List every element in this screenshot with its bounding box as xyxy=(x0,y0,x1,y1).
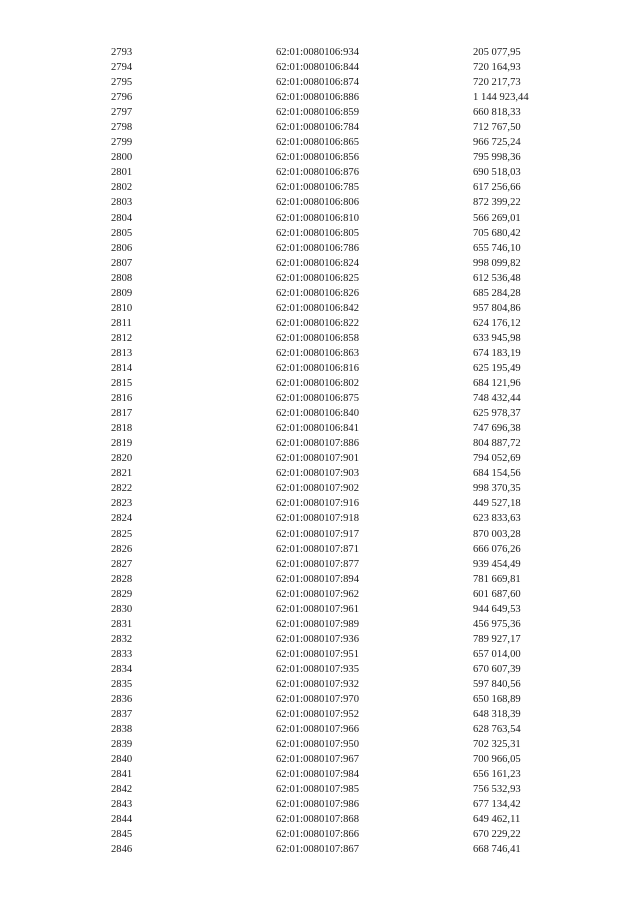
row-number-cell: 2811 xyxy=(111,317,132,329)
cadastral-number-cell: 62:01:0080107:984 xyxy=(276,769,359,781)
cadastral-value-cell: 657 014,00 xyxy=(473,648,521,660)
cadastral-number-cell: 62:01:0080106:858 xyxy=(276,332,359,344)
table-row xyxy=(0,527,640,542)
row-number-cell: 2830 xyxy=(111,603,133,615)
table-row xyxy=(0,602,640,617)
row-number-cell: 2805 xyxy=(111,227,133,239)
row-number-cell: 2806 xyxy=(111,242,133,254)
table-row xyxy=(0,496,640,511)
cadastral-value-cell: 674 183,19 xyxy=(473,347,521,359)
cadastral-value-cell: 870 003,28 xyxy=(473,528,521,540)
table-row xyxy=(0,662,640,677)
table-row xyxy=(0,165,640,180)
cadastral-number-cell: 62:01:0080106:816 xyxy=(276,362,359,374)
cadastral-value-cell: 655 746,10 xyxy=(473,242,521,254)
row-number-cell: 2835 xyxy=(111,678,133,690)
table-row xyxy=(0,436,640,451)
cadastral-number-cell: 62:01:0080107:866 xyxy=(276,829,359,841)
cadastral-value-cell: 684 121,96 xyxy=(473,378,521,390)
row-number-cell: 2815 xyxy=(111,378,133,390)
row-number-cell: 2809 xyxy=(111,287,133,299)
cadastral-number-cell: 62:01:0080107:886 xyxy=(276,438,359,450)
table-row xyxy=(0,542,640,557)
cadastral-value-cell: 720 164,93 xyxy=(473,62,521,74)
cadastral-value-cell: 205 077,95 xyxy=(473,47,521,58)
row-number-cell: 2826 xyxy=(111,543,133,555)
row-number-cell: 2795 xyxy=(111,77,133,89)
cadastral-value-cell: 666 076,26 xyxy=(473,543,521,555)
table-row xyxy=(0,406,640,421)
cadastral-number-cell: 62:01:0080106:806 xyxy=(276,197,359,209)
cadastral-value-table xyxy=(0,45,640,858)
row-number-cell: 2818 xyxy=(111,423,133,435)
cadastral-number-cell: 62:01:0080106:863 xyxy=(276,347,359,359)
row-number-cell: 2845 xyxy=(111,829,133,841)
cadastral-value-cell: 685 284,28 xyxy=(473,287,521,299)
cadastral-value-cell: 566 269,01 xyxy=(473,212,521,224)
table-row xyxy=(0,90,640,105)
cadastral-number-cell: 62:01:0080107:936 xyxy=(276,633,359,645)
cadastral-number-cell: 62:01:0080106:859 xyxy=(276,107,359,119)
row-number-cell: 2799 xyxy=(111,137,133,149)
cadastral-number-cell: 62:01:0080106:786 xyxy=(276,242,359,254)
table-row xyxy=(0,376,640,391)
row-number-cell: 2803 xyxy=(111,197,133,209)
table-row xyxy=(0,451,640,466)
row-number-cell: 2842 xyxy=(111,784,133,796)
cadastral-number-cell: 62:01:0080106:874 xyxy=(276,77,359,89)
cadastral-value-cell: 1 144 923,44 xyxy=(473,92,529,104)
cadastral-value-cell: 670 607,39 xyxy=(473,663,521,675)
table-row xyxy=(0,286,640,301)
row-number-cell: 2798 xyxy=(111,122,133,134)
cadastral-value-cell: 748 432,44 xyxy=(473,393,521,405)
cadastral-number-cell: 62:01:0080107:902 xyxy=(276,483,359,495)
cadastral-value-cell: 998 370,35 xyxy=(473,483,521,495)
cadastral-number-cell: 62:01:0080106:841 xyxy=(276,423,359,435)
cadastral-number-cell: 62:01:0080106:856 xyxy=(276,152,359,164)
cadastral-value-cell: 660 818,33 xyxy=(473,107,521,119)
cadastral-number-cell: 62:01:0080106:785 xyxy=(276,182,359,194)
cadastral-value-cell: 756 532,93 xyxy=(473,784,521,796)
table-row xyxy=(0,256,640,271)
cadastral-value-cell: 998 099,82 xyxy=(473,257,521,269)
table-row xyxy=(0,120,640,135)
row-number-cell: 2801 xyxy=(111,167,133,179)
cadastral-value-cell: 456 975,36 xyxy=(473,618,521,630)
row-number-cell: 2841 xyxy=(111,769,133,781)
cadastral-value-cell: 617 256,66 xyxy=(473,182,521,194)
table-row xyxy=(0,105,640,120)
cadastral-number-cell: 62:01:0080106:826 xyxy=(276,287,359,299)
table-row xyxy=(0,135,640,150)
cadastral-number-cell: 62:01:0080107:961 xyxy=(276,603,359,615)
row-number-cell: 2812 xyxy=(111,332,133,344)
cadastral-number-cell: 62:01:0080106:865 xyxy=(276,137,359,149)
cadastral-value-cell: 720 217,73 xyxy=(473,77,521,89)
row-number-cell: 2827 xyxy=(111,558,133,570)
cadastral-value-cell: 966 725,24 xyxy=(473,137,521,149)
table-row xyxy=(0,271,640,286)
row-number-cell: 2819 xyxy=(111,438,133,450)
row-number-cell: 2839 xyxy=(111,739,133,751)
cadastral-value-cell: 795 998,36 xyxy=(473,152,521,164)
row-number-cell: 2821 xyxy=(111,468,133,480)
cadastral-value-cell: 712 767,50 xyxy=(473,122,521,134)
cadastral-value-cell: 625 195,49 xyxy=(473,362,521,374)
row-number-cell: 2844 xyxy=(111,814,133,826)
cadastral-value-cell: 449 527,18 xyxy=(473,498,521,510)
cadastral-number-cell: 62:01:0080107:986 xyxy=(276,799,359,811)
table-row xyxy=(0,587,640,602)
cadastral-value-cell: 624 176,12 xyxy=(473,317,521,329)
cadastral-number-cell: 62:01:0080107:970 xyxy=(276,694,359,706)
row-number-cell: 2834 xyxy=(111,663,133,675)
cadastral-number-cell: 62:01:0080107:903 xyxy=(276,468,359,480)
row-number-cell: 2836 xyxy=(111,694,133,706)
table-row xyxy=(0,752,640,767)
cadastral-value-cell: 625 978,37 xyxy=(473,408,521,420)
cadastral-value-cell: 690 518,03 xyxy=(473,167,521,179)
row-number-cell: 2838 xyxy=(111,724,133,736)
table-row xyxy=(0,391,640,406)
row-number-cell: 2808 xyxy=(111,272,133,284)
cadastral-number-cell: 62:01:0080107:985 xyxy=(276,784,359,796)
table-row xyxy=(0,316,640,331)
row-number-cell: 2800 xyxy=(111,152,133,164)
cadastral-number-cell: 62:01:0080107:917 xyxy=(276,528,359,540)
table-row xyxy=(0,60,640,75)
cadastral-number-cell: 62:01:0080107:867 xyxy=(276,844,359,856)
cadastral-value-cell: 684 154,56 xyxy=(473,468,521,480)
cadastral-number-cell: 62:01:0080107:868 xyxy=(276,814,359,826)
cadastral-value-cell: 944 649,53 xyxy=(473,603,521,615)
row-number-cell: 2794 xyxy=(111,62,133,74)
table-row xyxy=(0,346,640,361)
row-number-cell: 2813 xyxy=(111,347,133,359)
cadastral-value-cell: 702 325,31 xyxy=(473,739,521,751)
table-row xyxy=(0,797,640,812)
cadastral-value-cell: 677 134,42 xyxy=(473,799,521,811)
cadastral-value-cell: 633 945,98 xyxy=(473,332,521,344)
cadastral-number-cell: 62:01:0080107:962 xyxy=(276,588,359,600)
cadastral-number-cell: 62:01:0080106:805 xyxy=(276,227,359,239)
cadastral-number-cell: 62:01:0080106:886 xyxy=(276,92,359,104)
cadastral-number-cell: 62:01:0080106:822 xyxy=(276,317,359,329)
cadastral-value-cell: 597 840,56 xyxy=(473,678,521,690)
table-row xyxy=(0,647,640,662)
row-number-cell: 2846 xyxy=(111,844,133,856)
cadastral-value-cell: 939 454,49 xyxy=(473,558,521,570)
cadastral-value-cell: 957 804,86 xyxy=(473,302,521,314)
row-number-cell: 2814 xyxy=(111,362,133,374)
cadastral-number-cell: 62:01:0080106:840 xyxy=(276,408,359,420)
table-row xyxy=(0,827,640,842)
cadastral-value-cell: 747 696,38 xyxy=(473,423,521,435)
row-number-cell: 2822 xyxy=(111,483,133,495)
cadastral-number-cell: 62:01:0080106:876 xyxy=(276,167,359,179)
cadastral-value-cell: 649 462,11 xyxy=(473,814,521,826)
table-row xyxy=(0,737,640,752)
cadastral-number-cell: 62:01:0080106:842 xyxy=(276,302,359,314)
cadastral-value-cell: 628 763,54 xyxy=(473,724,521,736)
table-row xyxy=(0,421,640,436)
table-row xyxy=(0,677,640,692)
cadastral-number-cell: 62:01:0080107:989 xyxy=(276,618,359,630)
table-row xyxy=(0,812,640,827)
cadastral-number-cell: 62:01:0080107:918 xyxy=(276,513,359,525)
cadastral-number-cell: 62:01:0080107:951 xyxy=(276,648,359,660)
row-number-cell: 2828 xyxy=(111,573,133,585)
table-row xyxy=(0,707,640,722)
row-number-cell: 2825 xyxy=(111,528,133,540)
table-row xyxy=(0,195,640,210)
row-number-cell: 2824 xyxy=(111,513,133,525)
table-row xyxy=(0,511,640,526)
cadastral-value-cell: 668 746,41 xyxy=(473,844,521,856)
row-number-cell: 2817 xyxy=(111,408,133,420)
row-number-cell: 2833 xyxy=(111,648,133,660)
cadastral-value-cell: 804 887,72 xyxy=(473,438,521,450)
cadastral-value-cell: 794 052,69 xyxy=(473,453,521,465)
row-number-cell: 2797 xyxy=(111,107,133,119)
row-number-cell: 2796 xyxy=(111,92,133,104)
cadastral-value-cell: 601 687,60 xyxy=(473,588,521,600)
cadastral-number-cell: 62:01:0080106:875 xyxy=(276,393,359,405)
row-number-cell: 2840 xyxy=(111,754,133,766)
table-row xyxy=(0,301,640,316)
table-row xyxy=(0,722,640,737)
cadastral-value-cell: 670 229,22 xyxy=(473,829,521,841)
cadastral-value-cell: 789 927,17 xyxy=(473,633,521,645)
row-number-cell: 2831 xyxy=(111,618,133,630)
cadastral-value-cell: 623 833,63 xyxy=(473,513,521,525)
cadastral-value-cell: 700 966,05 xyxy=(473,754,521,766)
row-number-cell: 2832 xyxy=(111,633,133,645)
table-row xyxy=(0,767,640,782)
table-row xyxy=(0,557,640,572)
cadastral-value-cell: 781 669,81 xyxy=(473,573,521,585)
cadastral-number-cell: 62:01:0080107:901 xyxy=(276,453,359,465)
table-row xyxy=(0,45,640,60)
table-row xyxy=(0,692,640,707)
table-row xyxy=(0,75,640,90)
cadastral-number-cell: 62:01:0080107:950 xyxy=(276,739,359,751)
table-row xyxy=(0,180,640,195)
table-row xyxy=(0,211,640,226)
cadastral-number-cell: 62:01:0080107:871 xyxy=(276,543,359,555)
row-number-cell: 2793 xyxy=(111,47,133,58)
cadastral-number-cell: 62:01:0080107:877 xyxy=(276,558,359,570)
table-row xyxy=(0,572,640,587)
cadastral-number-cell: 62:01:0080106:934 xyxy=(276,47,359,58)
cadastral-value-cell: 612 536,48 xyxy=(473,272,521,284)
table-row xyxy=(0,782,640,797)
cadastral-number-cell: 62:01:0080107:894 xyxy=(276,573,359,585)
table-row xyxy=(0,842,640,857)
table-row xyxy=(0,632,640,647)
cadastral-number-cell: 62:01:0080107:966 xyxy=(276,724,359,736)
cadastral-number-cell: 62:01:0080107:932 xyxy=(276,678,359,690)
table-row xyxy=(0,466,640,481)
table-row xyxy=(0,150,640,165)
row-number-cell: 2823 xyxy=(111,498,133,510)
cadastral-number-cell: 62:01:0080107:967 xyxy=(276,754,359,766)
table-row xyxy=(0,241,640,256)
cadastral-number-cell: 62:01:0080107:952 xyxy=(276,709,359,721)
cadastral-value-cell: 648 318,39 xyxy=(473,709,521,721)
cadastral-number-cell: 62:01:0080106:824 xyxy=(276,257,359,269)
table-row xyxy=(0,331,640,346)
cadastral-number-cell: 62:01:0080106:825 xyxy=(276,272,359,284)
cadastral-value-cell: 650 168,89 xyxy=(473,694,521,706)
cadastral-number-cell: 62:01:0080106:844 xyxy=(276,62,359,74)
cadastral-value-cell: 656 161,23 xyxy=(473,769,521,781)
row-number-cell: 2802 xyxy=(111,182,133,194)
row-number-cell: 2837 xyxy=(111,709,133,721)
row-number-cell: 2810 xyxy=(111,302,133,314)
cadastral-value-cell: 705 680,42 xyxy=(473,227,521,239)
row-number-cell: 2843 xyxy=(111,799,133,811)
cadastral-number-cell: 62:01:0080107:935 xyxy=(276,663,359,675)
row-number-cell: 2829 xyxy=(111,588,133,600)
row-number-cell: 2820 xyxy=(111,453,133,465)
cadastral-number-cell: 62:01:0080107:916 xyxy=(276,498,359,510)
table-row xyxy=(0,226,640,241)
table-row xyxy=(0,361,640,376)
row-number-cell: 2816 xyxy=(111,393,133,405)
cadastral-number-cell: 62:01:0080106:802 xyxy=(276,378,359,390)
row-number-cell: 2804 xyxy=(111,212,133,224)
cadastral-number-cell: 62:01:0080106:784 xyxy=(276,122,359,134)
cadastral-value-cell: 872 399,22 xyxy=(473,197,521,209)
table-row xyxy=(0,617,640,632)
cadastral-number-cell: 62:01:0080106:810 xyxy=(276,212,359,224)
row-number-cell: 2807 xyxy=(111,257,133,269)
table-row xyxy=(0,481,640,496)
